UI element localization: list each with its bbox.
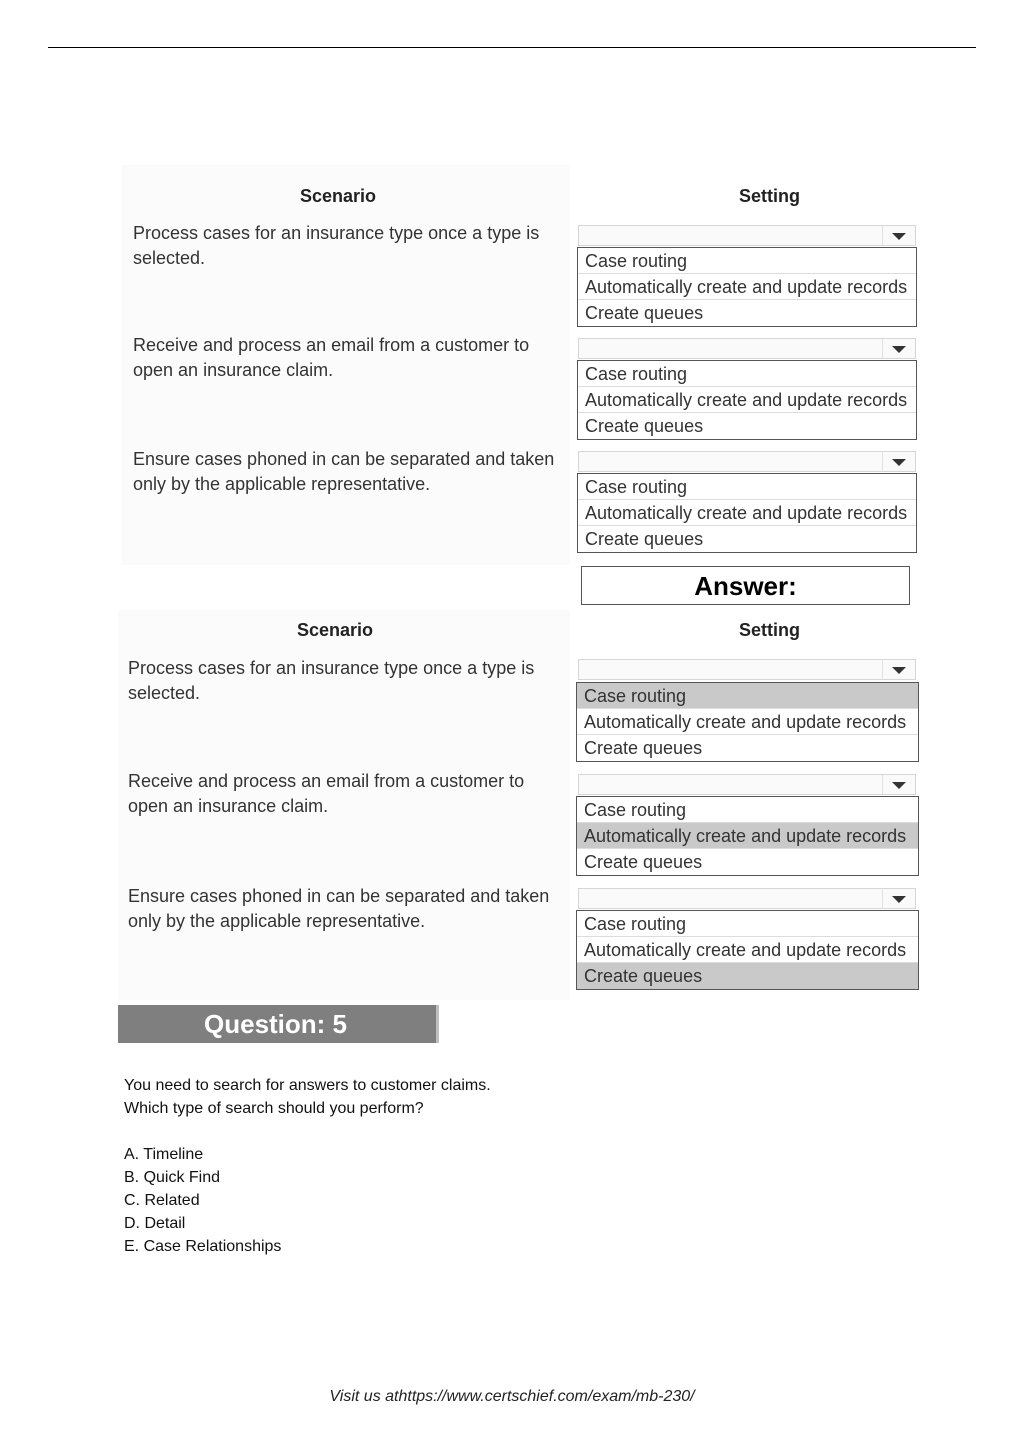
setting-dropdown[interactable]: [578, 451, 916, 472]
scenario-text: Receive and process an email from a customer to open an insurance claim.: [128, 771, 525, 816]
scenario-text: Ensure cases phoned in can be separated and taken only by the applicable representative.: [133, 449, 555, 494]
option-create-queues[interactable]: Create queues: [585, 303, 704, 323]
question-title-banner: Question: 5: [118, 1005, 439, 1043]
setting-options-list: [576, 910, 919, 990]
option-auto-create-update[interactable]: Automatically create and update records: [578, 274, 916, 300]
option-auto-create-update[interactable]: Automatically create and update records: [577, 937, 918, 963]
option-create-queues[interactable]: Create queues: [585, 416, 704, 436]
option-case-routing[interactable]: Case routing: [578, 248, 916, 274]
chevron-down-icon[interactable]: [882, 889, 915, 908]
footer-link[interactable]: Visit us athttps://www.certschief.com/exam/mb-230/: [329, 1388, 695, 1405]
setting-options-list: [576, 796, 919, 876]
scenario-text: Ensure cases phoned in can be separated and taken only by the applicable representative.: [128, 886, 550, 931]
setting-options-list: [576, 682, 919, 762]
question-text: You need to search for answers to customer claims.: [124, 1077, 491, 1094]
option-case-routing[interactable]: Case routing: [578, 361, 916, 387]
setting-dropdown[interactable]: [578, 888, 916, 909]
answer-choice: C. Related: [124, 1192, 200, 1209]
setting-header: Setting: [739, 620, 800, 640]
setting-options-list: [577, 247, 917, 327]
option-case-routing[interactable]: Case routing: [577, 797, 918, 823]
answer-choice: E. Case Relationships: [124, 1238, 282, 1255]
scenario-header: Scenario: [297, 620, 374, 640]
setting-dropdown[interactable]: [578, 774, 916, 795]
answer-label: Answer:: [581, 566, 910, 605]
option-create-queues[interactable]: Create queues: [584, 738, 703, 758]
top-rule: [48, 47, 976, 48]
setting-dropdown[interactable]: [578, 659, 916, 680]
setting-header: Setting: [739, 186, 800, 206]
answer-choice: D. Detail: [124, 1215, 186, 1232]
option-create-queues[interactable]: Create queues: [584, 852, 703, 872]
option-auto-create-update[interactable]: Automatically create and update records: [578, 387, 916, 413]
option-create-queues[interactable]: Create queues: [585, 529, 704, 549]
scenario-header: Scenario: [300, 186, 377, 206]
chevron-down-icon[interactable]: [882, 660, 915, 679]
setting-options-list: [577, 473, 917, 553]
setting-dropdown[interactable]: [578, 225, 916, 246]
option-auto-create-update[interactable]: Automatically create and update records: [578, 500, 916, 526]
chevron-down-icon[interactable]: [882, 452, 915, 471]
option-auto-create-update[interactable]: Automatically create and update records: [577, 709, 918, 735]
option-case-routing[interactable]: Case routing: [577, 911, 918, 937]
chevron-down-icon[interactable]: [882, 226, 915, 245]
option-case-routing[interactable]: Case routing: [578, 474, 916, 500]
setting-options-list: [577, 360, 917, 440]
chevron-down-icon[interactable]: [882, 339, 915, 358]
chevron-down-icon[interactable]: [882, 775, 915, 794]
scenario-text: Receive and process an email from a customer to open an insurance claim.: [133, 335, 530, 380]
question-text: Which type of search should you perform?: [124, 1100, 424, 1117]
option-create-queues-selected[interactable]: Create queues: [577, 963, 918, 989]
scenario-text: Process cases for an insurance type once a type is selected.: [133, 223, 540, 268]
setting-dropdown[interactable]: [578, 338, 916, 359]
option-case-routing-selected[interactable]: Case routing: [577, 683, 918, 709]
option-auto-create-update-selected[interactable]: Automatically create and update records: [577, 823, 918, 849]
answer-choice: A. Timeline: [124, 1146, 204, 1163]
scenario-text: Process cases for an insurance type once a type is selected.: [128, 658, 535, 703]
answer-choice: B. Quick Find: [124, 1169, 221, 1186]
